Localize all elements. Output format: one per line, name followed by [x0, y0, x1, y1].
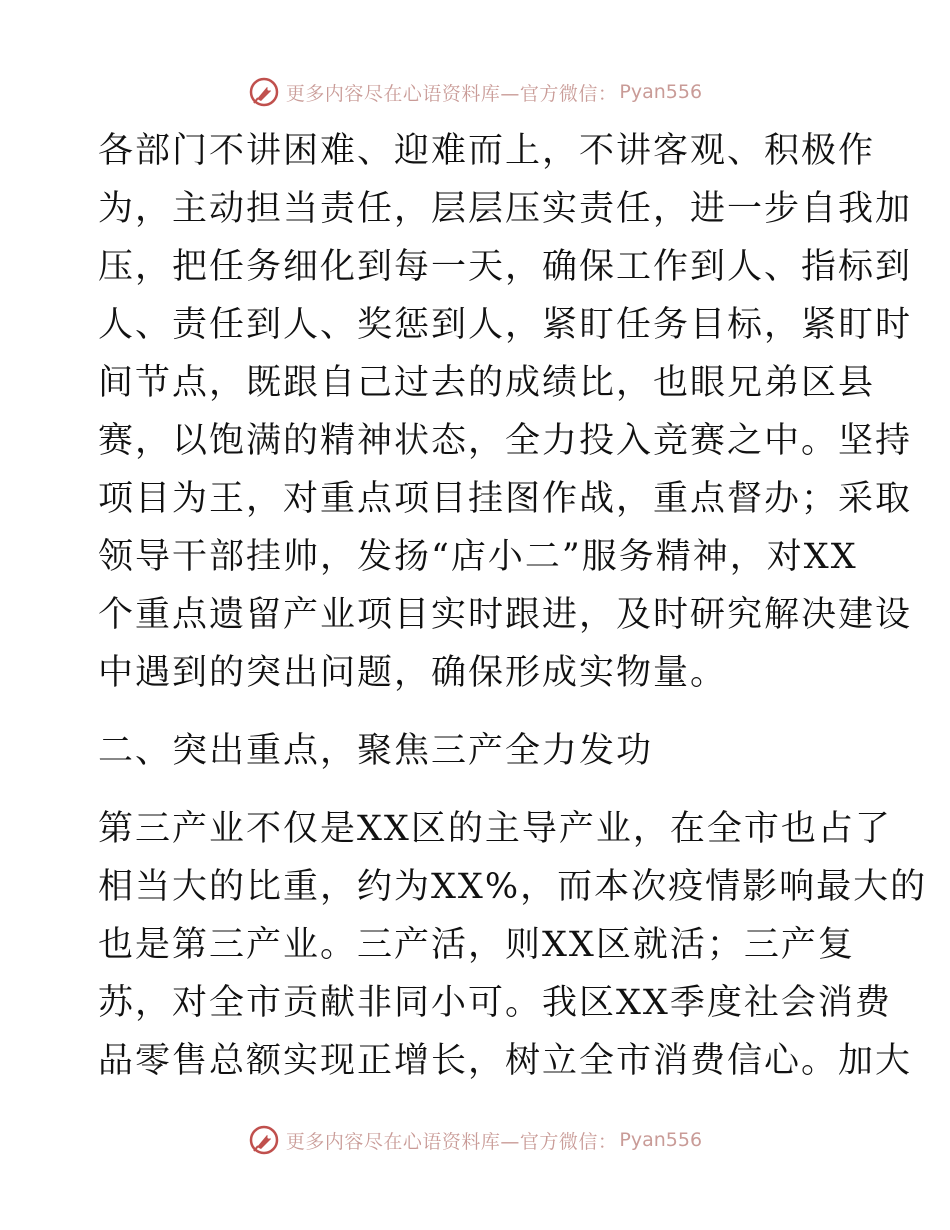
section-heading	[98, 722, 858, 780]
watermark-text: 更多内容尽在心语资料库—官方微信：	[285, 82, 618, 105]
text-line: 个重点遗留产业项目实时跟进，及时研究解决建设	[98, 595, 913, 635]
text-line: 人、责任到人、奖惩到人，紧盯任务目标，紧盯时	[98, 305, 913, 345]
text-line: 间节点，既跟自己过去的成绩比，也眼兄弟区县	[98, 363, 876, 403]
paragraph-1	[98, 122, 913, 702]
text-line: 为，主动担当责任，层层压实责任，进一步自我加	[98, 189, 913, 229]
text-line: 也是第三产业。三产活，则XX区就活；三产复	[98, 925, 855, 965]
text-line: 赛，以饱满的精神状态，全力投入竞赛之中。坚持	[98, 421, 913, 461]
pen-nib-logo-icon	[248, 76, 280, 108]
watermark-text: 更多内容尽在心语资料库—官方微信：	[285, 1130, 618, 1153]
text-line: 领导干部挂帅，发扬“店小二”服务精神，对XX	[98, 537, 858, 577]
heading-text: 二、突出重点，聚焦三产全力发功	[98, 731, 654, 771]
header-watermark	[0, 72, 950, 112]
text-line: 第三产业不仅是XX区的主导产业，在全市也占了	[98, 809, 892, 849]
pen-nib-logo-icon	[248, 1124, 280, 1156]
text-line: 品零售总额实现正增长，树立全市消费信心。加大	[98, 1041, 913, 1081]
text-line: 中遇到的突出问题，确保形成实物量。	[98, 653, 728, 693]
text-line: 苏，对全市贡献非同小可。我区XX季度社会消费	[98, 983, 892, 1023]
paragraph-2	[98, 800, 928, 1090]
watermark-wechat-id: Pyan556	[619, 1129, 703, 1151]
text-line: 项目为王，对重点项目挂图作战，重点督办；采取	[98, 479, 913, 519]
watermark-wechat-id: Pyan556	[619, 81, 703, 103]
footer-watermark	[0, 1120, 950, 1160]
document-body	[98, 122, 928, 1090]
text-line: 各部门不讲困难、迎难而上，不讲客观、积极作	[98, 131, 876, 171]
text-line: 相当大的比重，约为XX%，而本次疫情影响最大的	[98, 867, 928, 907]
text-line: 压，把任务细化到每一天，确保工作到人、指标到	[98, 247, 913, 287]
